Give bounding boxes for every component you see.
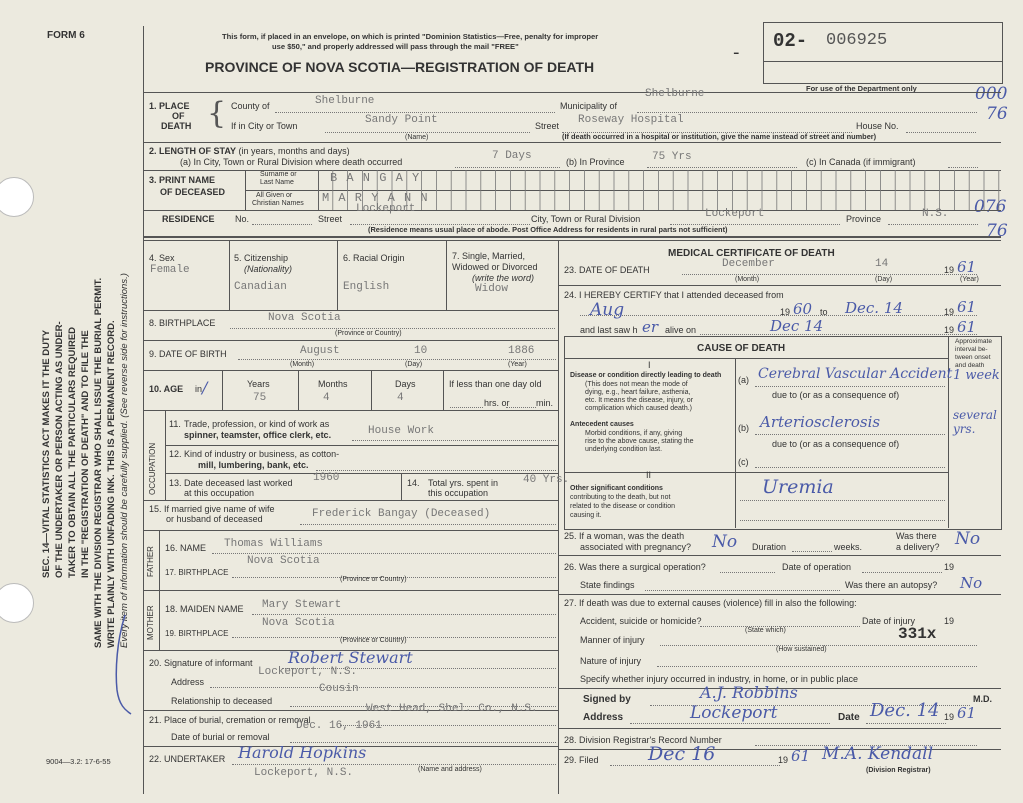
citizenship-sub: (Nationality) [244,264,293,274]
md-label: M.D. [973,694,992,704]
occupation-side-label: OCCUPATION [148,442,157,495]
antecedent-label-4: underlying condition last. [585,446,663,453]
father-birthplace-label: 17. BIRTHPLACE [165,568,229,577]
n11: 11. [169,419,181,429]
disease-label-1: Disease or condition directly leading to death [570,372,722,379]
stay-label-line [149,146,350,156]
burial-date: Dec. 16, 1961 [296,720,382,732]
house-label: House No. [856,121,899,131]
rule [143,142,1001,143]
residence-note: (Residence means usual place of abode. Post Office Address for residents in rural parts not sufficient) [368,225,728,234]
last-worked-label-2: at this occupation [184,488,255,498]
cause-a-mark: (a) [738,375,749,385]
death-month: December [722,258,775,270]
filed-year-prefix: 19 [778,755,789,765]
disease-label-2: (This does not mean the mode of [585,381,688,388]
other-label-1: Other significant conditions [570,485,663,492]
filed-year: 61 [791,747,811,765]
street-value: Roseway Hospital [578,114,684,126]
death-year-prefix: 19 [944,265,955,275]
disease-label-5: complication which caused death.) [585,405,693,412]
dept-code-1: 000 [975,84,1008,104]
mother-birthplace-sub: (Province or Country) [340,637,407,644]
mother-birthplace-label: 19. BIRTHPLACE [165,629,229,638]
trade-label-2: spinner, teamster, office clerk, etc. [184,430,332,440]
autopsy-value: No [960,574,983,592]
municipality-value: Shelburne [645,88,705,100]
autopsy-label: Was there an autopsy? [845,580,938,590]
residence-province-value: N.S. [922,208,949,220]
mother-side-label: MOTHER [146,605,155,640]
interval-label-1: Approximate [955,338,993,345]
registrar-label: (Division Registrar) [866,767,931,774]
q25-label-2: associated with pregnancy? [580,542,692,552]
trade-value: House Work [368,425,435,437]
given-label-1: All Given or [256,192,293,199]
city-label: If in City or Town [231,121,298,131]
q25-value: No [712,532,738,552]
death-year-sub: (Year) [960,276,979,283]
last-saw-prefix: 19 [944,325,955,335]
due-to-label-2: due to (or as a consequence of) [772,439,900,449]
signed-year-prefix: 19 [944,712,955,722]
reg-prefix: 02- [773,30,808,52]
stay-label: 2. LENGTH OF STAY [149,146,237,156]
signed-date-label: Date [838,712,860,723]
last-saw-date: Dec 14 [770,317,824,335]
other-value: Uremia [762,476,834,498]
envelope-notice-1: This form, if placed in an envelope, on which is printed "Dominion Statistics—Free, penalty for improper [222,32,599,41]
burial-date-label: Date of burial or removal [171,732,270,742]
dob-day: 10 [414,345,428,357]
years-label: Years [247,379,270,389]
alive-on-label: alive on [665,325,697,335]
months-value: 4 [323,392,330,404]
place-label-3: DEATH [161,121,192,131]
spouse-value: Frederick Bangay (Deceased) [312,508,491,520]
trade-label-1: Trade, profession, or kind of work as [184,419,330,429]
relationship-value: Cousin [319,683,359,695]
undertaker-sub: (Name and address) [418,766,482,773]
months-label: Months [318,379,348,389]
n12: 12. [169,449,182,459]
delivery-label-2: a delivery? [896,542,940,552]
less-than-day-label: If less than one day old [449,379,542,389]
dob-month-sub: (Month) [290,361,315,368]
duration-label: Duration [752,542,787,552]
q25-label-1: 25. If a woman, was the death [564,531,685,541]
father-birthplace-sub: (Province or Country) [340,576,407,583]
side-line-6: WRITE PLAINLY WITH UNFADING INK. THIS IS A PERMANENT RECORD. [106,320,117,648]
place-label-2: OF [172,111,185,121]
signed-year: 61 [957,704,977,722]
signed-label: Signed by [583,694,631,705]
medical-title: MEDICAL CERTIFICATE OF DEATH [668,248,835,259]
operation-year-prefix: 19 [944,562,955,572]
antecedent-label-2: Morbid conditions, if any, giving [585,430,683,437]
last-saw-year: 61 [957,318,977,336]
antecedent-label-1: Antecedent causes [570,421,634,428]
form-code: 9004—3.2: 17-6-55 [46,757,111,766]
attended-to-prefix: 19 [944,307,955,317]
city-value: Sandy Point [365,114,438,126]
stay-a-label: (a) In City, Town or Rural Division where death occurred [180,157,403,167]
burial-place: West Head, Shel. Co., N.S. [366,703,538,715]
stay-b-value: 75 Yrs [652,151,692,163]
days-value: 4 [397,392,404,404]
specify-label: Specify whether injury occurred in industry, in home, or in public place [580,674,858,684]
racial-value: English [343,281,390,293]
part-i-label: I [648,360,651,370]
interval-label-4: and death [955,362,985,369]
undertaker-signature: Harold Hopkins [238,743,367,762]
given-value: M A R Y A N N [322,191,429,205]
other-label-3: related to the disease or condition [570,503,676,510]
other-label-4: causing it. [570,512,602,519]
cause-a-interval: 1 week [953,368,1000,383]
form-number: FORM 6 [47,30,85,41]
due-to-label-1: due to (or as a consequence of) [772,390,900,400]
death-year: 61 [957,258,977,276]
death-date-label: 23. DATE OF DEATH [564,265,650,275]
state-which-sub: (State which) [745,627,786,634]
stay-b-label: (b) In Province [566,157,625,167]
attended-from-prefix: 19 [780,307,791,317]
disease-label-4: etc. It means the disease, injury, or [585,397,694,404]
reg-number: 006925 [826,31,888,50]
birthplace-label: 8. BIRTHPLACE [149,318,216,328]
county-value: Shelburne [315,95,375,107]
age-in: in [195,384,203,394]
burial-label: 21. Place of burial, cremation or removal [149,715,311,725]
father-name-label: 16. NAME [165,543,207,553]
years-spent-value: 40 Yrs. [523,474,570,486]
sex-value: Female [150,264,190,276]
cause-title: CAUSE OF DEATH [697,343,786,354]
q26-label: 26. Was there a surgical operation? [564,562,706,572]
certify-label: 24. I HEREBY CERTIFY that I attended deceased from [564,290,784,300]
spouse-label-2: or husband of deceased [166,514,263,524]
filed-date: Dec 16 [648,743,716,765]
column-divider [558,240,559,794]
city-name-sub: (Name) [405,134,429,141]
years-spent-label-1: Total yrs. spent in [428,478,499,488]
citizenship-label: 5. Citizenship [234,253,289,263]
stay-c-label: (c) In Canada (if immigrant) [806,157,916,167]
weeks-label: weeks. [834,542,863,552]
cause-c-mark: (c) [738,457,749,467]
cause-b-interval: several yrs. [953,408,997,436]
place-label-1: 1. PLACE [149,101,190,111]
delivery-value: No [955,529,981,549]
side-line-7: Every item of information should be carefully supplied. (See reverse side for instructions.) [119,273,130,648]
signed-address: Lockeport [690,703,778,723]
days-label: Days [395,379,416,389]
accident-label: Accident, suicide or homicide? [580,616,702,626]
rule [143,240,1001,241]
surname-label-2: Last Name [260,179,294,186]
operation-date-label: Date of operation [782,562,852,572]
other-label-2: contributing to the death, but not [570,494,671,501]
nature-label: Nature of injury [580,656,642,666]
side-line-1: SEC. 14—VITAL STATISTICS ACT MAKES IT THE DUTY [41,329,52,578]
death-month-sub: (Month) [735,276,760,283]
name-label-1: 3. PRINT NAME [149,175,216,185]
signed-value: A.J. Robbins [700,683,798,702]
margin-pen-mark [105,610,135,720]
residence-no-label: No. [235,214,250,224]
last-worked-value: 1960 [313,472,340,484]
hospital-note: (If death occurred in a hospital or institution, give the name instead of street and number) [562,132,877,141]
municipality-label: Municipality of [560,101,618,111]
stay-a-value: 7 Days [492,150,532,162]
dept-code-2: 76 [986,104,1008,124]
relationship-label: Relationship to deceased [171,696,273,706]
death-registration-form: FORM 6 9004—3.2: 17-6-55 SEC. 14—VITAL STATISTICS ACT MAKES IT THE DUTY OF THE UNDERTAKER OR PERSON ACTING AS UNDER- TAKER TO OBTAIN ALL THE PARTICULARS REQUIRED IN THE "REGISTRATION OF DEATH" AND TO FILE THE SAME WITH THE DIVISION REGISTRAR WHO SHALL ISSUE THE BURIAL PERMIT. WRITE PLAINLY WITH UNFADING INK. THIS IS A PERMANENT RECORD. Every item of information should be carefully supplied. (See reverse side for instructions.) This form, if placed in an envelope, on which is printed "Dominion Statistics—Free, penalty for improper use $50," and properly addressed will pass through the mail "FREE" PROVINCE OF NOVA SCOTIA—REGISTRATION OF DEATH 02- 006925 - For use of the Department only 000 76 076 76 1. PLACE OF DEATH { County of Shelburne Municipality of Shelburne If in City or Town Sandy Point (Name) Street Roseway Hospital House No. (If death occurred in a hospital or institution, give the name instead of street and number) 2. LENGTH OF STAY (in years, months and days) (a) In City, Town or Rural Division where death occurred 7 Days (b) In Province 75 Yrs (c) In Canada (if immigrant) 3. PRINT NAME OF DECEASED Surname or Last Name All Given or Christian Names B A N G A Y M A R Y A N N RESIDENCE No. Street Lockeport City, Town or Rural Division Lockeport Province N.S. (Residence means usual place of abode. Post Office Address for residents in rural parts not sufficient) 4. Sex Female 5. Citizenship (Nationality) Canadian 6. Racial Origin English 7. Single, Married, Widowed or Divorced (write the word) Widow 8. BIRTHPLACE Nova Scotia (Province or Country) 9. DATE OF BIRTH August 10 1886 (Month) (Day) (Year) 10. AGE in / Years 75 Months 4 Days 4 If less than one day old hrs. or min. OCCUPATION 11. Trade, profession, or kind of work as spinner, teamster, office clerk, etc. House Work 12. Kind of industry or business, as cotton- mill, lumbering, bank, etc. 13. Date deceased last worked at this occupation 1960 14. Total yrs. spent in this occupation 40 Yrs. 15. If married give name of wife or husband of deceased Frederick Bangay (Deceased) FATHER 16. NAME Thomas Williams 17. BIRTHPLACE Nova Scotia (Province or Country) MOTHER 18. MAIDEN NAME Mary Stewart 19. BIRTHPLACE Nova Scotia (Province or Country) 20. Signature of informant Robert Stewart Address Lockeport, N.S. Relationship to deceased Cousin 21. Place of burial, cremation or removal West Head, Shel. Co., N.S. Date of burial or removal Dec. 16, 1961 22. UNDERTAKER Harold Hopkins Lockeport, N.S. (Name and address) MEDICAL CERTIFICATE OF DEATH 23. DATE OF DEATH December 14 19 61 (Month) (Day) (Year) 24. I HEREBY CERTIFY that I attended deceased from Aug 19 60 to Dec. 14 19 61 and last saw h er alive on Dec 14 19 61 CAUSE OF DEATH Approximate interval be- tween onset and death I Disease or condition directly leading to death (This does not mean the mode of dying, e.g., heart failure, asthenia, etc. It means the disease, injury, or complication which caused death.) (a) Cerebral Vascular Accident 1 week due to (or as a consequence of) Antecedent causes Morbid conditions, if any, giving rise to the above cause, stating the underlying condition last. (b) Arteriosclerosis several yrs. due to (or as a consequence of) (c) II Other significant conditions contributing to the death, but not related to the disease or condition causing it. Uremia 25. If a woman, was the death associated with pregnancy? No Duration weeks. Was there a delivery? No 26. Was there a surgical operation? Date of operation 19 State findings Was there an autopsy? No 27. If death was due to external causes (violence) fill in also the following: Accident, suicide or homicide? (State which) Date of injury 19 Manner of injury 331x (How sustained) Nature of injury Specify whether injury occurred in industry, in home, or in public place Signed by A.J. Robbins M.D. Address Lockeport Date Dec. 14 19 61 28. Division Registrar's Record Number 29. Filed Dec 16 19 61 M.A. Kendall (Division Registrar) [0,0,1023,803]
father-birthplace-value: Nova Scotia [247,555,320,567]
n13: 13. [169,478,182,488]
manner-label: Manner of injury [580,635,645,645]
spouse-label-1: 15. If married give name of wife [149,504,275,514]
industry-label-1: Kind of industry or business, as cotton- [184,449,340,459]
informant-address-value: Lockeport, N.S. [258,666,358,678]
cause-a-value: Cerebral Vascular Accident [758,366,953,382]
county-label: County of [231,101,270,111]
min-label: min. [536,398,554,408]
surname-value: B A N G A Y [330,171,421,185]
antecedent-label-3: rise to the above cause, stating the [585,438,694,445]
informant-label: 20. Signature of informant [149,658,253,668]
n14: 14. [407,478,420,488]
attended-to-label: to [820,307,828,317]
side-instructions-wide [92,273,131,648]
death-day-sub: (Day) [875,276,893,283]
name-label-2: OF DECEASED [160,187,226,197]
residence-city-label: City, Town or Rural Division [531,214,641,224]
reg-box-divider [763,61,1002,62]
residence-province-label: Province [846,214,882,224]
rule [143,210,1001,211]
stay-sub: (in years, months and days) [238,146,350,156]
given-label-2: Christian Names [252,200,304,207]
father-name-value: Thomas Williams [224,538,324,550]
q29-label: 29. Filed [564,755,599,765]
attended-to: Dec. 14 [845,299,903,317]
how-sustained-sub: (How sustained) [776,646,827,653]
side-line-3: TAKER TO OBTAIN ALL THE PARTICULARS REQUIRED [67,326,78,578]
racial-label: 6. Racial Origin [343,253,405,263]
informant-signature: Robert Stewart [288,648,413,667]
marital-label-3: (write the word) [472,273,535,283]
findings-label: State findings [580,580,635,590]
years-spent-label-2: this occupation [428,488,489,498]
side-line-4: IN THE "REGISTRATION OF DEATH" AND TO FILE THE [80,330,91,578]
undertaker-address: Lockeport, N.S. [254,767,354,779]
signed-address-label: Address [583,712,624,723]
disease-label-3: dying, e.g., heart failure, asthenia, [585,389,691,396]
last-saw-suffix: er [642,318,659,336]
side-line-2: OF THE UNDERTAKER OR PERSON ACTING AS UNDER- [54,321,65,578]
death-day: 14 [875,258,889,270]
father-side-label: FATHER [146,546,155,577]
dept-code-3: 076 [974,197,1007,217]
informant-address-label: Address [171,677,205,687]
dept-code-4: 76 [986,221,1008,241]
mother-name-label: 18. MAIDEN NAME [165,604,244,614]
attended-from-year: 60 [793,300,813,318]
cause-b-mark: (b) [738,423,749,433]
dob-day-sub: (Day) [405,361,423,368]
part-ii-label: II [646,470,652,480]
dob-year-sub: (Year) [508,361,527,368]
dob-year: 1886 [508,345,535,357]
hrs-label: hrs. or [484,398,510,408]
manner-code: 331x [898,625,937,643]
interval-label-3: tween onset [955,354,991,361]
q27-label: 27. If death was due to external causes (violence) fill in also the following: [564,598,857,608]
dept-use-label: For use of the Department only [806,84,917,93]
rule [143,92,1001,93]
q28-label: 28. Division Registrar's Record Number [564,735,722,745]
last-worked-label-1: Date deceased last worked [184,478,293,488]
punch-hole-top [0,177,34,217]
street-label: Street [535,121,560,131]
side-line-5: SAME WITH THE DIVISION REGISTRAR WHO SHALL ISSUE THE BURIAL PERMIT. [93,277,104,648]
rule [143,236,1001,238]
citizenship-value: Canadian [234,281,287,293]
dob-month: August [300,345,340,357]
injury-date-label: Date of injury [862,616,916,626]
envelope-notice-2: use $50," and properly addressed will pass through the mail "FREE" [272,42,519,51]
delivery-label-1: Was there [896,531,937,541]
residence-label: RESIDENCE [162,214,215,224]
last-saw-label: and last saw h [580,325,638,335]
marital-label-2: Widowed or Divorced [452,262,538,272]
residence-street-label: Street [318,214,343,224]
undertaker-label: 22. UNDERTAKER [149,754,226,764]
interval-label-2: interval be- [955,346,988,353]
marital-label-1: 7. Single, Married, [452,251,526,261]
side-instructions [40,321,92,578]
residence-city-value: Lockeport [705,208,765,220]
dob-label: 9. DATE OF BIRTH [149,349,227,359]
birthplace-sub: (Province or Country) [335,330,402,337]
marital-value: Widow [475,283,509,295]
mother-birthplace-value: Nova Scotia [262,617,335,629]
industry-label-2: mill, lumbering, bank, etc. [198,460,309,470]
sex-label: 4. Sex [149,253,175,263]
mother-name-value: Mary Stewart [262,599,342,611]
attended-to-year: 61 [957,298,977,316]
birthplace-value: Nova Scotia [268,312,341,324]
injury-year-prefix: 19 [944,616,955,626]
punch-hole-bottom [0,583,34,623]
attended-from: Aug [590,300,625,320]
registrar-signature: M.A. Kendall [822,744,934,764]
form-title: PROVINCE OF NOVA SCOTIA—REGISTRATION OF DEATH [205,59,595,75]
surname-label-1: Surname or [260,171,297,178]
residence-street-value: Lockeport [356,203,416,215]
years-value: 75 [253,392,267,404]
signed-date: Dec. 14 [870,700,940,721]
age-label: 10. AGE [149,384,184,394]
cause-b-value: Arteriosclerosis [760,413,881,431]
